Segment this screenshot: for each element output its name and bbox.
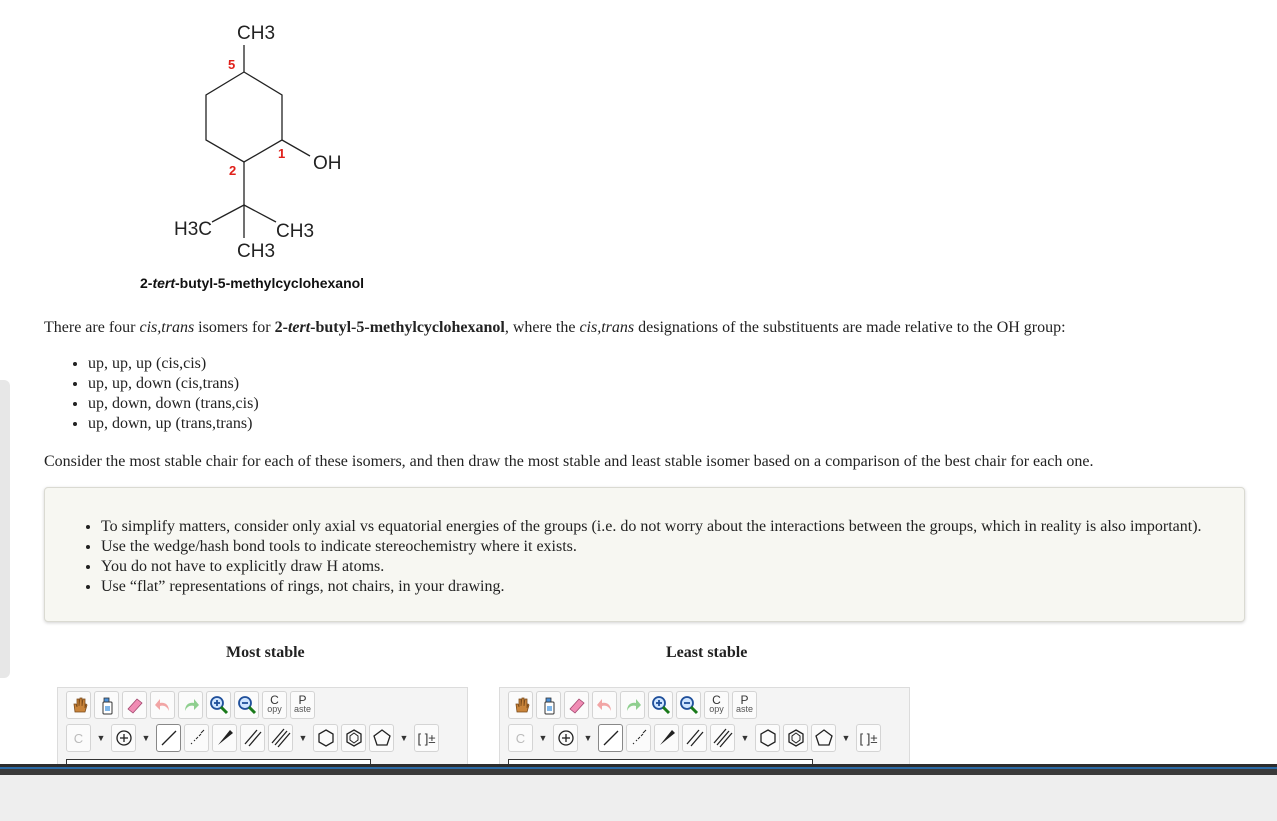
zoom-in-icon[interactable]: [648, 691, 673, 719]
wedge-bond-icon[interactable]: [654, 724, 679, 752]
triple-bond-icon[interactable]: [710, 724, 735, 752]
intro-paragraph: [44, 318, 1066, 338]
chevron-down-icon[interactable]: ▼: [841, 733, 851, 743]
cyclohexane-icon[interactable]: [755, 724, 780, 752]
cyclohexane-icon[interactable]: [313, 724, 338, 752]
caption-prefix: 2-: [140, 275, 153, 291]
double-bond-icon[interactable]: [240, 724, 265, 752]
h3c-label: H3C: [174, 219, 213, 240]
copy-rest: opy: [709, 704, 724, 714]
carbon-atom-button[interactable]: C: [508, 724, 533, 752]
note-item: • You do not have to explicitly draw H atoms.: [101, 557, 1202, 577]
isomer-item: • up, up, down (cis,trans): [88, 374, 259, 394]
locant-1: 1: [278, 146, 286, 161]
paste-button[interactable]: [732, 691, 757, 719]
intro-text-1: There are four: [44, 319, 140, 336]
caption-tert: tert: [152, 275, 176, 291]
chevron-down-icon[interactable]: ▼: [399, 733, 409, 743]
paste-button[interactable]: [290, 691, 315, 719]
hash-bond-icon[interactable]: [184, 724, 209, 752]
undo-icon[interactable]: [150, 691, 175, 719]
molecule-structure: [0, 0, 420, 275]
eraser-icon[interactable]: [564, 691, 589, 719]
bracket-charge-button[interactable]: [ ]±: [414, 724, 439, 752]
instruction-paragraph: Consider the most stable chair for each of these isomers, and then draw the most stable and least stable isomer based on a comparison of the best chair for each one.: [44, 453, 1094, 470]
notes-box: [44, 487, 1245, 622]
ring-bonds: [206, 45, 310, 238]
wedge-bond-icon[interactable]: [212, 724, 237, 752]
isomer-item: • up, up, up (cis,cis): [88, 354, 259, 374]
isomer-item: • up, down, up (trans,trans): [88, 414, 259, 434]
zoom-out-icon[interactable]: [234, 691, 259, 719]
chevron-down-icon[interactable]: ▼: [538, 733, 548, 743]
bottom-bar: [0, 764, 1277, 821]
zoom-out-icon[interactable]: [676, 691, 701, 719]
locant-5: 5: [228, 57, 236, 72]
charge-plus-icon[interactable]: [111, 724, 136, 752]
compound-suffix: -butyl-5-methylcyclohexanol: [310, 319, 505, 336]
zoom-in-icon[interactable]: [206, 691, 231, 719]
hand-icon[interactable]: [66, 691, 91, 719]
double-bond-icon[interactable]: [682, 724, 707, 752]
hash-bond-icon[interactable]: [626, 724, 651, 752]
benzene-icon[interactable]: [341, 724, 366, 752]
editor-toolbar-top: [66, 691, 315, 719]
single-bond-icon[interactable]: [156, 724, 181, 752]
undo-icon[interactable]: [592, 691, 617, 719]
paste-letter: P: [298, 693, 307, 707]
isomer-list: [44, 354, 259, 434]
paste-rest: aste: [293, 704, 311, 714]
chevron-down-icon[interactable]: ▼: [96, 733, 106, 743]
isomer-item: • up, down, down (trans,cis): [88, 394, 259, 414]
locant-2: 2: [229, 163, 237, 178]
charge-plus-icon[interactable]: [553, 724, 578, 752]
note-item: • To simplify matters, consider only axial vs equatorial energies of the groups (i.e. do not worry about the interactions between the groups, which in reality is also important).: [101, 517, 1202, 537]
intro-compound-name: [275, 319, 505, 336]
copy-letter: C: [712, 693, 721, 707]
cleanup-bottle-icon[interactable]: [536, 691, 561, 719]
compound-prefix: 2-: [274, 319, 288, 336]
note-item: • Use “flat” representations of rings, not chairs, in your drawing.: [101, 577, 1202, 597]
copy-button[interactable]: [262, 691, 287, 719]
intro-italic-1: cis,trans: [139, 319, 195, 336]
chevron-down-icon[interactable]: ▼: [583, 733, 593, 743]
oh-label: OH: [313, 153, 342, 174]
ch3-top-label: CH3: [237, 23, 276, 44]
benzene-icon[interactable]: [783, 724, 808, 752]
editor-toolbar-top: [508, 691, 757, 719]
redo-icon[interactable]: [178, 691, 203, 719]
editor-toolbar-bottom: [508, 724, 881, 752]
copy-rest: opy: [267, 704, 282, 714]
copy-letter: C: [270, 693, 279, 707]
most-stable-editor: [57, 687, 468, 764]
chevron-down-icon[interactable]: ▼: [740, 733, 750, 743]
molecule-caption: [140, 275, 364, 291]
ch3-bottom-label: CH3: [237, 241, 276, 262]
most-stable-label: Most stable: [226, 644, 305, 661]
ch3-right-label: CH3: [276, 221, 315, 242]
carbon-atom-button[interactable]: C: [66, 724, 91, 752]
least-stable-editor: [499, 687, 910, 764]
bracket-charge-button[interactable]: [ ]±: [856, 724, 881, 752]
caption-suffix: -butyl-5-methylcyclohexanol: [175, 275, 365, 291]
cyclopentane-icon[interactable]: [369, 724, 394, 752]
notes-list: [45, 517, 1202, 597]
bottom-bar-shadow: [0, 769, 1277, 775]
triple-bond-icon[interactable]: [268, 724, 293, 752]
redo-icon[interactable]: [620, 691, 645, 719]
copy-button[interactable]: [704, 691, 729, 719]
note-item: • Use the wedge/hash bond tools to indicate stereochemistry where it exists.: [101, 537, 1202, 557]
intro-italic-2: cis,trans: [579, 319, 635, 336]
intro-text-2: isomers for: [194, 319, 275, 336]
chevron-down-icon[interactable]: ▼: [298, 733, 308, 743]
editor-toolbar-bottom: [66, 724, 439, 752]
scroll-rail[interactable]: [0, 380, 10, 678]
least-stable-label: Least stable: [666, 644, 748, 661]
cyclopentane-icon[interactable]: [811, 724, 836, 752]
eraser-icon[interactable]: [122, 691, 147, 719]
paste-letter: P: [740, 693, 749, 707]
chevron-down-icon[interactable]: ▼: [141, 733, 151, 743]
intro-text-4: designations of the substituents are made relative to the OH group:: [634, 319, 1066, 336]
intro-text-3: , where the: [504, 319, 580, 336]
single-bond-icon[interactable]: [598, 724, 623, 752]
paste-rest: aste: [735, 704, 753, 714]
compound-tert: tert: [287, 319, 311, 336]
hand-icon[interactable]: [508, 691, 533, 719]
cleanup-bottle-icon[interactable]: [94, 691, 119, 719]
